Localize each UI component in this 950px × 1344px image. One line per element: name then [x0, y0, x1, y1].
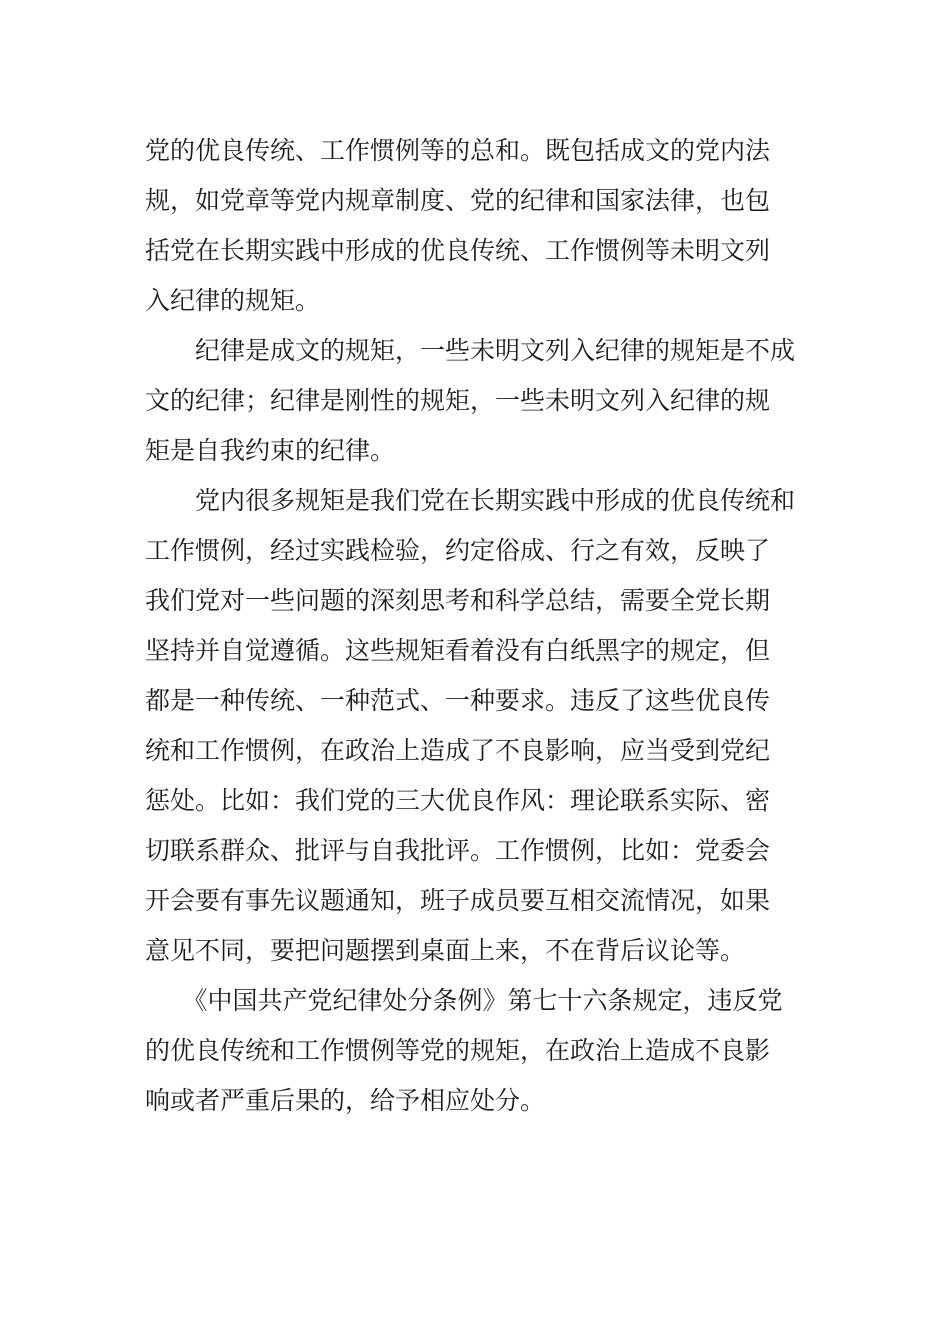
paragraph-3	[145, 476, 807, 976]
text-line: 惩处。比如：我们党的三大优良作风：理论联系实际、密	[145, 786, 771, 815]
text-line: 党内很多规矩是我们党在长期实践中形成的优良传统和	[145, 486, 796, 515]
text-line: 党的优良传统、工作惯例等的总和。既包括成文的党内法	[145, 136, 771, 165]
paragraph-4	[145, 976, 807, 1126]
paragraph-2	[145, 326, 807, 476]
text-line: 《中国共产党纪律处分条例》第七十六条规定，违反党	[145, 986, 783, 1015]
text-line: 响或者严重后果的，给予相应处分。	[145, 1086, 546, 1115]
text-line: 入纪律的规矩。	[145, 286, 321, 315]
text-line: 意见不同，要把问题摆到桌面上来，不在背后议论等。	[145, 936, 746, 965]
text-line: 坚持并自觉遵循。这些规矩看着没有白纸黑字的规定，但	[145, 636, 771, 665]
text-line: 纪律是成文的规矩，一些未明文列入纪律的规矩是不成	[145, 336, 796, 365]
text-line: 工作惯例，经过实践检验，约定俗成、行之有效，反映了	[145, 536, 771, 565]
text-line: 的优良传统和工作惯例等党的规矩，在政治上造成不良影	[145, 1036, 771, 1065]
document-body	[145, 126, 807, 1126]
text-line: 文的纪律；纪律是刚性的规矩，一些未明文列入纪律的规	[145, 386, 771, 415]
text-line: 矩是自我约束的纪律。	[145, 436, 396, 465]
paragraph-1	[145, 126, 807, 326]
text-line: 统和工作惯例，在政治上造成了不良影响，应当受到党纪	[145, 736, 771, 765]
text-line: 括党在长期实践中形成的优良传统、工作惯例等未明文列	[145, 236, 771, 265]
text-line: 切联系群众、批评与自我批评。工作惯例，比如：党委会	[145, 836, 771, 865]
text-line: 开会要有事先议题通知，班子成员要互相交流情况，如果	[145, 886, 771, 915]
text-line: 我们党对一些问题的深刻思考和科学总结，需要全党长期	[145, 586, 771, 615]
text-line: 规，如党章等党内规章制度、党的纪律和国家法律，也包	[145, 186, 771, 215]
text-line: 都是一种传统、一种范式、一种要求。违反了这些优良传	[145, 686, 771, 715]
